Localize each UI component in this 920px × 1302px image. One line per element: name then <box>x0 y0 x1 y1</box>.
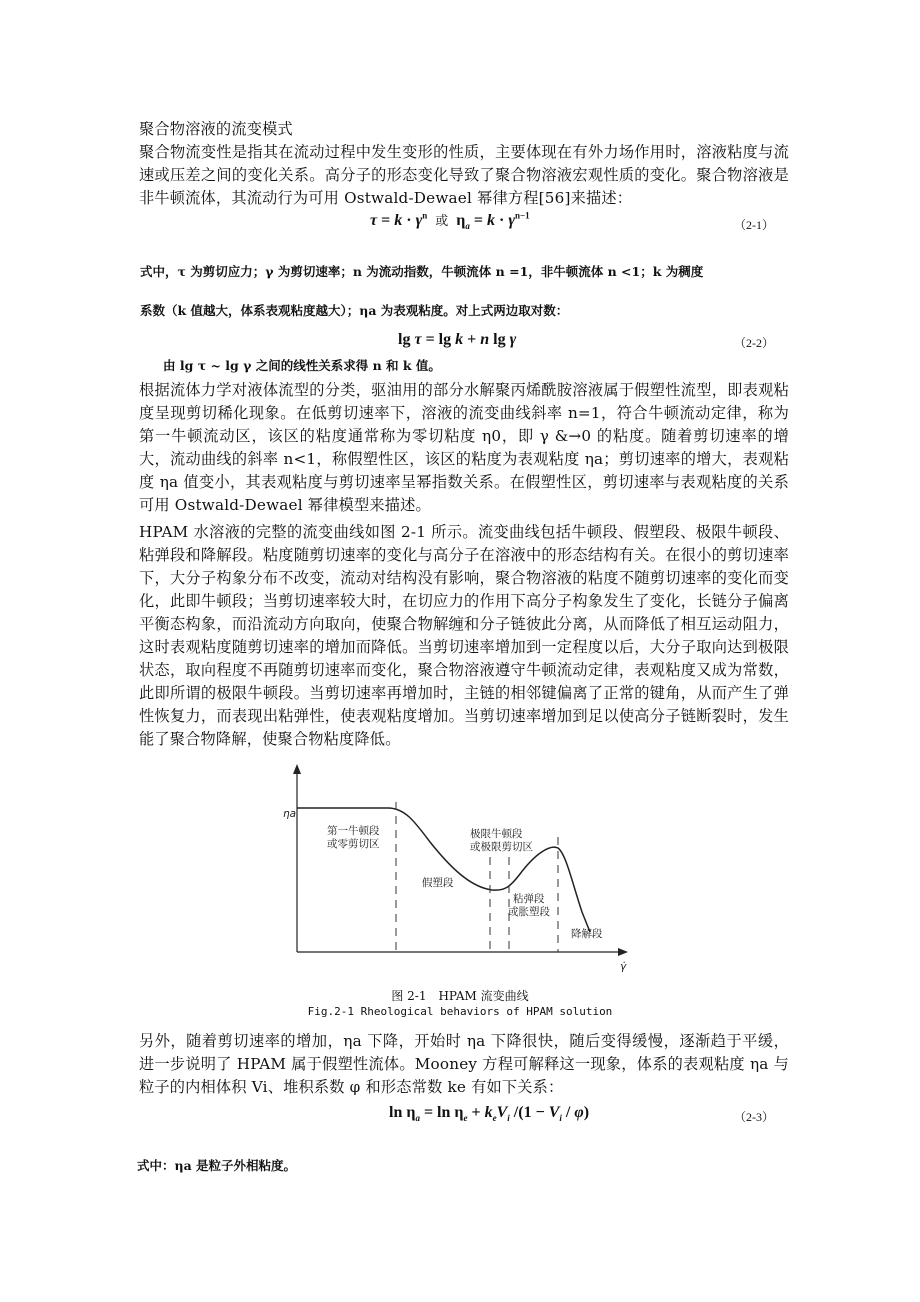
x-axis-arrow <box>618 948 628 956</box>
x-axis-label: γ̇ <box>620 961 627 973</box>
section-title: 聚合物溶液的流变模式 <box>139 120 293 138</box>
equation-2-1-number: （2-1） <box>734 218 774 232</box>
region-label-newtonian-1: 第一牛顿段 <box>327 825 380 837</box>
y-axis-label: ηa <box>283 808 297 820</box>
paragraph-4: 另外，随着剪切速率的增加，ηa 下降，开始时 ηa 下降很快，随后变得缓慢，逐渐趋于平缓，进一步说明了 HPAM 属于假塑性流体。Mooney 方程可解释这一现象，体系的表观粘度 ηa 与粒子的内相体积 Vi、堆积系数 φ 和形态常数 ke 有如下关系： <box>139 1032 789 1096</box>
region-label-newtonian-2: 或零剪切区 <box>327 838 380 850</box>
equation-2-2: lg τ = lg k + n lg γ <box>398 331 517 348</box>
figure-caption-cn: 图 2-1 HPAM 流变曲线 <box>391 989 529 1003</box>
where-line-3: 式中：ηa 是粒子外相粘度。 <box>137 1158 297 1173</box>
where-line-1: 式中，τ 为剪切应力；γ 为剪切速率；n 为流动指数，牛顿流体 n =1，非牛顿流体 n <1；k 为稠度 <box>140 264 704 279</box>
equation-2-3: $\ln \eta_a = \ln \eta_e + k_eV_i$ $/(1 - V_i / \varphi)$ <box>389 1104 590 1124</box>
paragraph-3: HPAM 水溶液的完整的流变曲线如图 2-1 所示。流变曲线包括牛顿段、假塑段、极限牛顿段、粘弹段和降解段。粘度随剪切速率的变化与高分子在溶液中的形态结构有关。在很小的剪切速率下，大分子构象分布不改变，流动对结构没有影响，聚合物溶液的粘度不随剪切速率的变化而变化，此即牛顿段；当剪切速率较大时，在切应力的作用下高分子构象发生了变化，长链分子偏离平衡态构象，而沿流动方向取向，使聚合物解缠和分子链彼此分离，从而降低了相互运动阻力，这时表观粘度随剪切速率的增加而降低。当剪切速率增加到一定程度以后，大分子取向达到极限状态，取向程度不再随剪切速率而变化，聚合物溶液遵守牛顿流动定律，表观粘度又成为常数，此即所谓的极限牛顿段。当剪切速率再增加时，主链的相邻键偏离了正常的键角，从而产生了弹性恢复力，而表现出粘弹性，使表观粘度增加。当剪切速率增加到足以使高分子链断裂时，发生能了聚合物降解，使聚合物粘度降低。 <box>139 523 789 748</box>
y-axis-arrow <box>293 764 301 774</box>
region-label-limit-1: 极限牛顿段 <box>470 828 523 840</box>
equation-2-2-note: 由 lg τ ~ lg γ 之间的线性关系求得 n 和 k 值。 <box>163 358 441 373</box>
paragraph-2: 根据流体力学对液体流型的分类，驱油用的部分水解聚丙烯酰胺溶液属于假塑性流型，即表观粘度呈现剪切稀化现象。在低剪切速率下，溶液的流变曲线斜率 n=1，符合牛顿流动定律，称为第一牛顿流动区，该区的粘度通常称为零切粘度 η0，即 γ &→0 的粘度。随着剪切速率的增大，流动曲线的斜率 n<1，称假塑性区，该区的粘度为表观粘度 ηa；剪切速率的增大，表观粘度 ηa 值变小，其表观粘度与剪切速率呈幂指数关系。在假塑性区，剪切速率与表观粘度的关系可用 Ostwald-Dewael 幂律模型来描述。 <box>139 381 789 514</box>
rheology-figure <box>280 762 640 982</box>
region-label-viscoelastic-1: 粘弹段 <box>513 893 545 905</box>
equation-2-1: $\tau = k \cdot \gamma^n$ 或 $\eta_a = k \cdot \gamma^{n-1}$ <box>370 210 530 232</box>
equation-2-2-number: （2-2） <box>734 336 774 350</box>
region-label-degradation: 降解段 <box>571 928 603 940</box>
region-label-viscoelastic-2: 或胀塑段 <box>508 906 550 918</box>
where-line-2: 系数（k 值越大，体系表观粘度越大）；ηa 为表观粘度。对上式两边取对数： <box>140 303 569 318</box>
region-label-pseudoplastic: 假塑段 <box>422 877 454 889</box>
figure-caption-en: Fig.2-1 Rheological behaviors of HPAM solution <box>307 1005 613 1018</box>
region-label-limit-2: 或极限剪切区 <box>470 841 533 853</box>
equation-2-3-number: （2-3） <box>734 1110 774 1124</box>
paragraph-1: 聚合物流变性是指其在流动过程中发生变形的性质，主要体现在有外力场作用时，溶液粘度与流速或压差之间的变化关系。高分子的形态变化导致了聚合物溶液宏观性质的变化。聚合物溶液是非牛顿流体，其流动行为可用 Ostwald-Dewael 幂律方程[56]来描述： <box>139 143 789 207</box>
